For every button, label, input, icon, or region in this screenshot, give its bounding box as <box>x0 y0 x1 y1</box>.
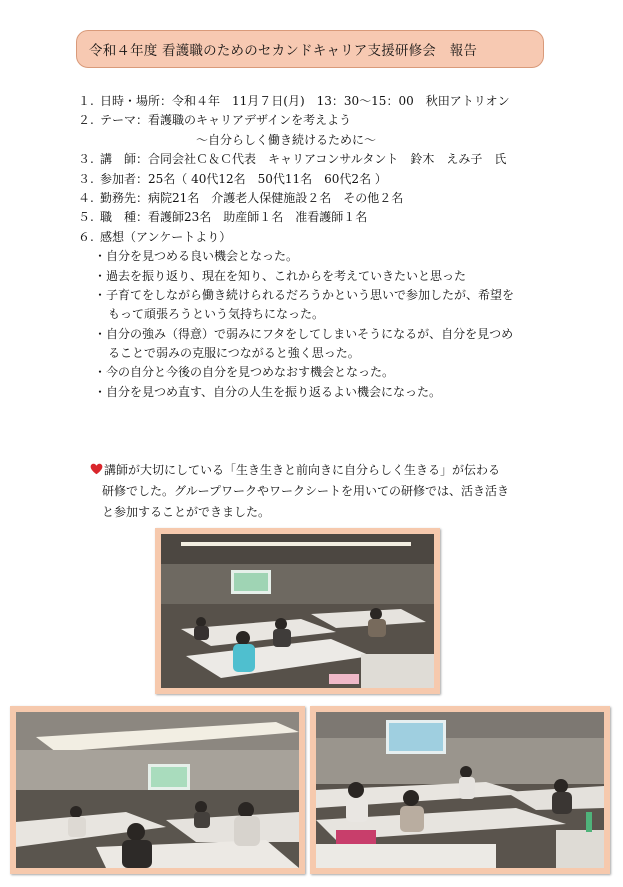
comment-3: ・子育てをしながら働き続けられるだろうかという思いで参加したが、希望を <box>94 287 515 302</box>
seminar-room-image-2 <box>16 712 299 868</box>
impression-paragraph <box>90 460 560 523</box>
seminar-photo-right <box>310 706 610 874</box>
impression-line-3: と参加することができました。 <box>102 505 271 519</box>
report-items <box>78 92 548 402</box>
comment-1: ・自分を見つめる良い機会となった。 <box>94 249 299 264</box>
seminar-photo-main <box>155 528 440 694</box>
seminar-photo-left <box>10 706 305 874</box>
item-workplace: ４. 勤務先：病院21名 介護老人保健施設２名 その他２名 <box>78 190 404 205</box>
item-feedback-heading: ６. 感想（アンケートより） <box>78 229 232 244</box>
impression-line-1: 講師が大切にしている「生き生きと前向きに自分らしく生きる」が伝わる <box>104 463 501 477</box>
seminar-room-image-3 <box>316 712 604 868</box>
comment-2: ・過去を振り返り、現在を知り、これからを考えていきたいと思った <box>94 268 467 283</box>
seminar-room-image <box>161 534 434 688</box>
item-theme: ２. テーマ：看護職のキャリアデザインを考えよう <box>78 113 352 128</box>
comment-3-cont: もって頑張ろうという気持ちになった。 <box>108 307 325 322</box>
impression-line-2: 研修でした。グループワークやワークシートを用いての研修では、活き活き <box>102 484 510 498</box>
heart-icon <box>90 463 103 475</box>
comment-5: ・今の自分と今後の自分を見つめなおす機会となった。 <box>94 365 395 380</box>
comment-4: ・自分の強み（得意）で弱みにフタをしてしまいそうになるが、自分を見つめ <box>94 326 514 341</box>
item-datetime: １. 日時・場所：令和４年 11月７日(月) 13：30〜15：00 秋田アトリオン <box>78 94 510 108</box>
item-occupation: ５. 職 種：看護師23名 助産師１名 准看護師１名 <box>78 210 368 225</box>
comment-6: ・自分を見つめ直す、自分の人生を振り返るよい機会になった。 <box>94 384 442 399</box>
report-title-box <box>76 30 544 68</box>
item-theme-subtitle: 〜自分らしく働き続けるために〜 <box>196 132 377 147</box>
report-title: 令和４年度 看護職のためのセカンドキャリア支援研修会 報告 <box>89 43 478 59</box>
item-lecturer: ３. 講 師：合同会社Ｃ＆Ｃ代表 キャリアコンサルタント 鈴木 えみ子 氏 <box>78 152 507 167</box>
comment-4-cont: ることで弱みの克服につながると強く思った。 <box>108 346 360 361</box>
item-participants: ３. 参加者：25名（ 40代12名 50代11名 60代2名 ） <box>78 171 387 186</box>
